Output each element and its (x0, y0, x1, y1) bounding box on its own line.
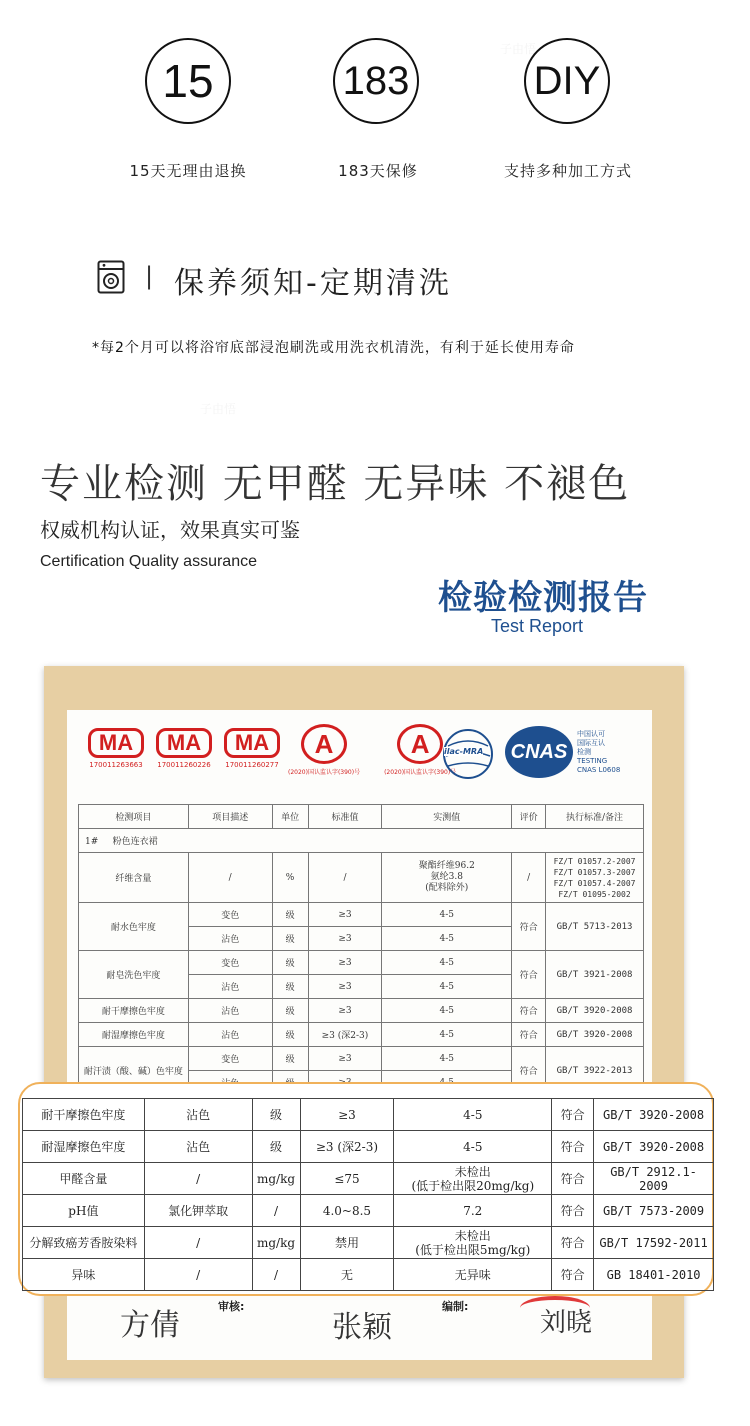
cell-eval: / (512, 853, 546, 903)
table-row (79, 1047, 644, 1071)
care-separator: | (145, 262, 154, 290)
cal-seals (288, 724, 456, 780)
return-caption: 15天无理由退换 (129, 162, 247, 180)
table-row (79, 903, 644, 927)
measured-line: 4-5 (463, 1139, 483, 1154)
cell-eval: 符合 (512, 999, 546, 1023)
cell-unit: 级 (272, 975, 308, 999)
measured-line: (低于检出限20mg/kg) (411, 1178, 535, 1193)
cell-unit: % (272, 853, 308, 903)
cell-std: ≥3 (308, 999, 382, 1023)
cell-unit: / (252, 1259, 300, 1291)
cell-desc: / (144, 1259, 252, 1291)
cal-mark: A (397, 724, 443, 764)
cell-std: ≥3 (308, 903, 382, 927)
cma-seal (88, 728, 144, 774)
cell-measured (394, 1259, 552, 1291)
cell-desc: 变色 (188, 903, 272, 927)
cell-desc: 变色 (188, 1047, 272, 1071)
cell-unit: 级 (272, 999, 308, 1023)
cell-item: pH值 (23, 1195, 145, 1227)
cnas-mark: CNAS (505, 726, 573, 778)
table-header: 单位 (272, 805, 308, 829)
cell-eval: 符合 (512, 1023, 546, 1047)
cnas-line: 中国认可 (577, 729, 605, 738)
signature-3: 刘晓 (540, 1308, 593, 1338)
sample-no: 1# (85, 837, 99, 847)
cell-standard: GB/T 5713-2013 (546, 903, 644, 951)
cnas-line: 检测 (577, 747, 591, 756)
cell-item: 耐湿摩擦色牢度 (79, 1023, 189, 1047)
cell-item: 耐皂洗色牢度 (79, 951, 189, 999)
cell-std: ≥3 (308, 927, 382, 951)
cell-unit: / (252, 1195, 300, 1227)
highlight-row (23, 1131, 714, 1163)
warranty-badge-circle (333, 38, 419, 124)
care-title: 保养须知-定期清洗 (174, 266, 452, 301)
cell-std: ≤75 (300, 1163, 394, 1195)
cell-measured (394, 1163, 552, 1195)
washing-machine-icon (97, 260, 125, 298)
cell-standard: GB/T 3920-2008 (594, 1131, 714, 1163)
sample-cell (79, 829, 644, 853)
measured-line: 氨纶3.8 (430, 872, 463, 882)
cell-desc: / (144, 1163, 252, 1195)
cnas-line: CNAS L0608 (577, 765, 621, 774)
cell-desc: 变色 (188, 951, 272, 975)
report-title-en: Test Report (491, 616, 584, 636)
cma-seal (156, 728, 212, 774)
cell-item: 耐干摩擦色牢度 (23, 1099, 145, 1131)
cell-standard (546, 853, 644, 903)
cell-measured: 4-5 (382, 999, 512, 1023)
cell-desc: 沾色 (144, 1099, 252, 1131)
cell-standard: GB/T 7573-2009 (594, 1195, 714, 1227)
cell-item: 异味 (23, 1259, 145, 1291)
hero-english: Certification Quality assurance (40, 553, 257, 570)
cell-std: ≥3 (308, 951, 382, 975)
sample-name: 粉色连衣裙 (112, 837, 158, 847)
cell-std: 4.0~8.5 (300, 1195, 394, 1227)
seal-number: 170011260226 (157, 761, 211, 769)
standard-line: FZ/T 01057.4-2007 (553, 878, 636, 888)
ilac-mra-logo (442, 726, 494, 786)
cell-unit: 级 (252, 1131, 300, 1163)
cma-seal (224, 728, 280, 774)
cell-std: ≥3 (深2-3) (300, 1131, 394, 1163)
cal-seal (288, 724, 360, 780)
measured-line: 未检出 (454, 1164, 491, 1179)
standard-line: FZ/T 01095-2002 (558, 889, 631, 899)
seal-number: (2020)国认监认字(390)号 (384, 769, 457, 776)
report-title-cn: 检验检测报告 (438, 578, 648, 618)
highlight-row (23, 1227, 714, 1259)
diy-value: DIY (533, 58, 601, 103)
standard-line: FZ/T 01057.2-2007 (553, 856, 636, 866)
highlight-row (23, 1259, 714, 1291)
highlight-row (23, 1099, 714, 1131)
cell-std: ≥3 (300, 1099, 394, 1131)
cell-standard: GB/T 3920-2008 (546, 1023, 644, 1047)
table-header: 项目描述 (188, 805, 272, 829)
cell-measured: 4-5 (382, 975, 512, 999)
measured-line: 无异味 (454, 1267, 491, 1282)
cma-mark: MA (88, 728, 144, 758)
return-days-value: 15 (162, 55, 214, 107)
cell-std: 禁用 (300, 1227, 394, 1259)
table-header: 实测值 (382, 805, 512, 829)
cell-measured: 4-5 (382, 927, 512, 951)
return-badge-circle (145, 38, 231, 124)
cell-desc: / (188, 853, 272, 903)
cell-item: 耐湿摩擦色牢度 (23, 1131, 145, 1163)
cell-standard: GB/T 2912.1-2009 (594, 1163, 714, 1195)
cma-mark: MA (156, 728, 212, 758)
cell-item: 耐水色牢度 (79, 903, 189, 951)
seal-number: (2020)国认监认字(390)号 (288, 769, 361, 776)
ilac-label: ilac-MRA (444, 747, 484, 756)
table-row (79, 853, 644, 903)
report-table (78, 804, 644, 1095)
cell-item: 耐干摩擦色牢度 (79, 999, 189, 1023)
cnas-line: 国际互认 (577, 738, 605, 747)
highlight-panel (18, 1082, 714, 1296)
measured-line: (配料除外) (425, 883, 469, 893)
cell-std: ≥3 (深2-3) (308, 1023, 382, 1047)
cell-unit: 级 (272, 1023, 308, 1047)
watermark: 子由悟 (200, 402, 237, 416)
cell-unit: mg/kg (252, 1227, 300, 1259)
warranty-days-value: 183 (342, 58, 410, 103)
cell-eval: 符合 (552, 1131, 594, 1163)
table-header: 执行标准/备注 (546, 805, 644, 829)
cell-unit: 级 (252, 1099, 300, 1131)
table-header: 评价 (512, 805, 546, 829)
cell-eval: 符合 (512, 1047, 546, 1095)
cell-eval: 符合 (512, 903, 546, 951)
cell-std: / (308, 853, 382, 903)
measured-line: 未检出 (454, 1228, 491, 1243)
diy-badge-circle (524, 38, 610, 124)
cell-standard: GB/T 3920-2008 (546, 999, 644, 1023)
measured-line: 4-5 (463, 1107, 483, 1122)
cell-std: 无 (300, 1259, 394, 1291)
table-row (79, 999, 644, 1023)
cell-standard: GB/T 3922-2013 (546, 1047, 644, 1095)
cell-std: ≥3 (308, 975, 382, 999)
cell-desc: 沾色 (188, 999, 272, 1023)
cal-mark: A (301, 724, 347, 764)
cell-desc: 沾色 (188, 975, 272, 999)
cell-desc: / (144, 1227, 252, 1259)
cell-measured: 4-5 (382, 1023, 512, 1047)
highlight-table (22, 1098, 714, 1291)
table-header-row (79, 805, 644, 829)
hero-subtitle: 权威机构认证，效果真实可鉴 (40, 518, 300, 542)
seal-number: 170011260277 (225, 761, 279, 769)
cell-standard: GB/T 17592-2011 (594, 1227, 714, 1259)
cell-desc: 沾色 (188, 927, 272, 951)
diy-caption: 支持多种加工方式 (503, 162, 632, 180)
cell-measured (394, 1099, 552, 1131)
cell-standard: GB/T 3920-2008 (594, 1099, 714, 1131)
table-header: 标准值 (308, 805, 382, 829)
cell-eval: 符合 (552, 1099, 594, 1131)
cell-item: 纤维含量 (79, 853, 189, 903)
cnas-line: TESTING (577, 756, 608, 765)
cell-item: 甲醛含量 (23, 1163, 145, 1195)
cell-desc: 氯化钾萃取 (144, 1195, 252, 1227)
cell-unit: mg/kg (252, 1163, 300, 1195)
cell-measured (394, 1195, 552, 1227)
cell-measured (394, 1131, 552, 1163)
table-header: 检测项目 (79, 805, 189, 829)
measured-line: 7.2 (463, 1203, 483, 1218)
watermark: 子由悟 (500, 42, 537, 56)
warranty-caption: 183天保修 (338, 162, 418, 180)
cell-eval: 符合 (512, 951, 546, 999)
cert-seals (88, 728, 280, 774)
cell-measured: 4-5 (382, 951, 512, 975)
hero-title: 专业检测 无甲醛 无异味 不褪色 (40, 461, 631, 507)
reviewer-label: 审核: (218, 1300, 245, 1313)
cell-eval: 符合 (552, 1259, 594, 1291)
seal-number: 170011263663 (89, 761, 143, 769)
cell-unit: 级 (272, 1047, 308, 1071)
sample-row (79, 829, 644, 853)
table-row (79, 951, 644, 975)
cell-desc: 沾色 (188, 1023, 272, 1047)
cell-eval: 符合 (552, 1227, 594, 1259)
cell-item: 耐汗渍（酸、碱）色牢度 (79, 1047, 189, 1095)
cell-measured (394, 1227, 552, 1259)
cell-desc: 沾色 (144, 1131, 252, 1163)
signature-2: 张颖 (332, 1310, 392, 1345)
cma-mark: MA (224, 728, 280, 758)
highlight-row (23, 1163, 714, 1195)
highlight-row (23, 1195, 714, 1227)
cell-standard: GB 18401-2010 (594, 1259, 714, 1291)
cell-std: ≥3 (308, 1047, 382, 1071)
signature-1: 方倩 (120, 1308, 180, 1343)
cell-standard: GB/T 3921-2008 (546, 951, 644, 999)
cell-unit: 级 (272, 951, 308, 975)
cnas-logo (505, 726, 620, 778)
editor-label: 编制: (442, 1300, 469, 1313)
cell-unit: 级 (272, 903, 308, 927)
cell-measured: 4-5 (382, 1047, 512, 1071)
measured-line: 聚酯纤维96.2 (418, 861, 475, 871)
standard-line: FZ/T 01057.3-2007 (553, 867, 636, 877)
cell-eval: 符合 (552, 1195, 594, 1227)
cell-unit: 级 (272, 927, 308, 951)
cell-measured (382, 853, 512, 903)
cell-measured: 4-5 (382, 903, 512, 927)
cell-item: 分解致癌芳香胺染料 (23, 1227, 145, 1259)
cell-eval: 符合 (552, 1163, 594, 1195)
table-row (79, 1023, 644, 1047)
measured-line: (低于检出限5mg/kg) (415, 1242, 531, 1257)
care-note: *每2个月可以将浴帘底部浸泡刷洗或用洗衣机清洗，有利于延长使用寿命 (92, 340, 575, 356)
